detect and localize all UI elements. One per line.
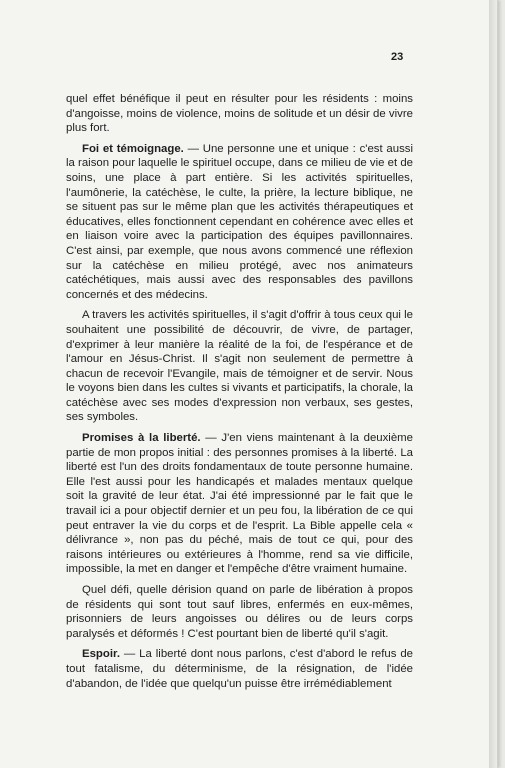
page-number: 23 [391,51,404,63]
paragraph-quel-defi [66,583,413,641]
body-text [66,92,413,697]
paragraph-promises-liberte [66,431,413,577]
paragraph-text: — La liberté dont nous parlons, c'est d'abord le refus de tout fatalisme, du déterminisme, de la résignation, de l'idée d'abandon, de l'idée que quelqu'un puisse être irrémédiablement [66,648,413,690]
section-heading: Foi et témoignage. [82,142,184,155]
paragraph-text: — J'en viens maintenant à la deuxième partie de mon propos initial : des personnes promises à la liberté. La liberté est l'un des droits fondamentaux de toute personne humaine. Elle l'est aussi pour les handicapés et malades mentaux quelque soit la gravité de leur état. J'ai été impressionné par le fait que le travail ici a pour objectif dernier et un peu fou, la libération de ce qui peut entraver la vie du corps et de l'esprit. La Bible appelle cela « délivrance », non pas du péché, mais de tout ce qui, pour des raisons intérieures ou extérieures à l'homme, rend sa vie difficile, impossible, la met en danger et l'empêche d'être vraiment humaine. [66,432,414,576]
paragraph-text: — Une personne une et unique : c'est aussi la raison pour laquelle le spirituel occupe, dans ce milieu de vie et de soins, une place à part entière. Si les activités spirituelles, l'aumônerie, la catéchèse, le culte, la prière, la lecture biblique, ne se situent pas sur le même plan que les activités thérapeutiques et éducatives, elles fonctionnent cependant en cohérence avec elles et en liaison voire avec la participation des équipes pavillonnaires. C'est ainsi, par exemple, que nous avons commencé une réflexion sur la catéchèse en milieu protégé, avec nos animateurs catéchétiques, mais aussi avec des responsables des pavillons concernés et des médecins. [66,142,413,301]
paragraph-foi-temoignage [66,142,413,303]
paragraph-intro [66,92,413,136]
paragraph-text: Quel défi, quelle dérision quand on parle de libération à propos de résidents qui sont tout sauf libres, enfermés en eux-mêmes, prisonniers de leurs angoisses ou délires ou de leurs corps paralysés et déformés ! C'est pourtant bien de liberté qu'il s'agit. [66,584,413,640]
paragraph-text: A travers les activités spirituelles, il s'agit d'offrir à tous ceux qui le souhaitent une possibilité de découvrir, de vivre, de partager, d'exprimer à leur manière la réalité de la foi, de l'espérance et de l'amour en Jésus-Christ. Il s'agit non seulement de permettre à chacun de recevoir l'Evangile, mais de témoigner et de servir. Nous le voyons bien dans les cultes si vivants et participatifs, la chorale, la catéchèse avec ses modes d'expression non verbaux, ses gestes, ses symboles. [66,309,413,424]
section-heading: Promises à la liberté. [82,432,201,445]
page-edge [489,0,497,768]
paragraph-activites-spirituelles [66,308,413,425]
paragraph-espoir [66,647,413,691]
section-heading: Espoir. [82,648,120,661]
paragraph-text: quel effet bénéfique il peut en résulter pour les résidents : moins d'angoisse, moins de violence, moins de solitude et un désir de vivre plus fort. [66,93,413,135]
